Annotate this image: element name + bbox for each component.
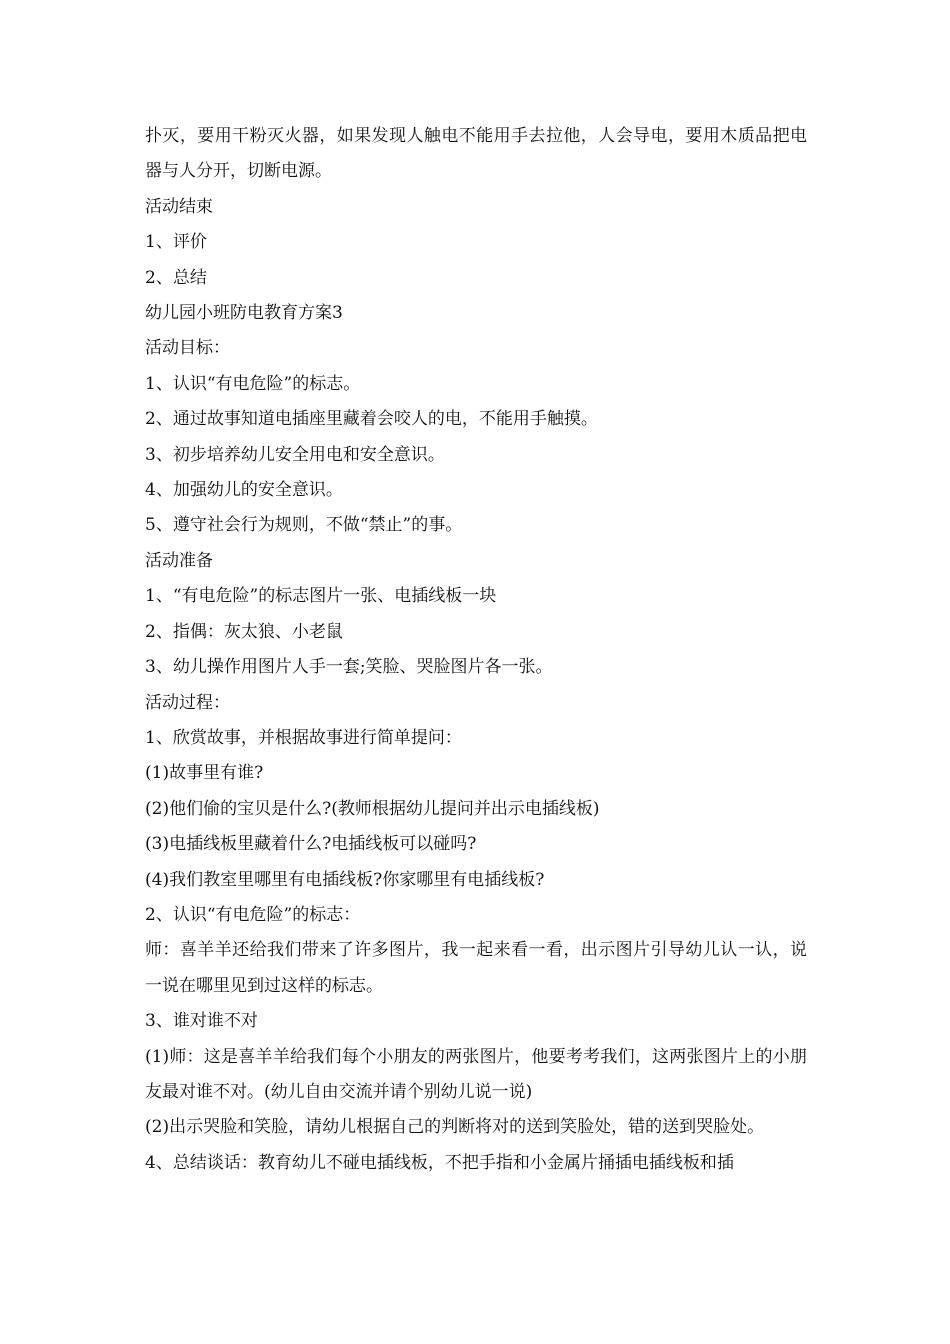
document-body	[145, 119, 807, 1181]
section-heading: 活动准备	[145, 550, 213, 571]
sub-item: (2)出示哭脸和笑脸，请幼儿根据自己的判断将对的送到笑脸处，错的送到哭脸处。	[145, 1117, 765, 1138]
list-item: 1、评价	[145, 232, 207, 253]
list-item: 1、欣赏故事，并根据故事进行简单提问：	[145, 727, 462, 748]
sub-item: (1)故事里有谁?	[145, 763, 264, 784]
list-item: 4、加强幼儿的安全意识。	[145, 480, 343, 501]
sub-item: (2)他们偷的宝贝是什么?(教师根据幼儿提问并出示电插线板)	[145, 798, 600, 819]
list-item: 5、遵守社会行为规则，不做“禁止”的事。	[145, 515, 463, 536]
list-item: 1、认识“有电危险”的标志。	[145, 373, 361, 394]
section-heading: 活动过程：	[145, 692, 230, 713]
list-item: 2、指偶：灰太狼、小老鼠	[145, 621, 343, 642]
list-item: 1、“有电危险”的标志图片一张、电插线板一块	[145, 586, 497, 607]
section-heading: 活动结束	[145, 196, 213, 217]
list-item: 2、认识“有电危险”的标志：	[145, 904, 361, 925]
list-item: 3、谁对谁不对	[145, 1011, 258, 1032]
sub-item: (4)我们教室里哪里有电插线板?你家哪里有电插线板?	[145, 869, 545, 890]
list-item: 4、总结谈话：教育幼儿不碰电插线板，不把手指和小金属片捅插电插线板和插	[145, 1152, 734, 1173]
paragraph: 师：喜羊羊还给我们带来了许多图片，我一起来看一看，出示图片引导幼儿认一认，说一说在哪里见到过这样的标志。	[145, 940, 807, 996]
plan-title: 幼儿园小班防电教育方案3	[145, 303, 343, 324]
list-item: 3、幼儿操作用图片人手一套;笑脸、哭脸图片各一张。	[145, 657, 553, 678]
sub-item: (3)电插线板里藏着什么?电插线板可以碰吗?	[145, 834, 477, 855]
paragraph: 扑灭，要用干粉灭火器，如果发现人触电不能用手去拉他，人会导电，要用木质品把电器与人分开，切断电源。	[145, 126, 807, 182]
section-heading: 活动目标：	[145, 338, 230, 359]
list-item: 2、通过故事知道电插座里藏着会咬人的电，不能用手触摸。	[145, 409, 598, 430]
list-item: 3、初步培养幼儿安全用电和安全意识。	[145, 444, 445, 465]
list-item: 2、总结	[145, 267, 207, 288]
sub-item: (1)师：这是喜羊羊给我们每个小朋友的两张图片，他要考考我们，这两张图片上的小朋友最对谁不对。(幼儿自由交流并请个别幼儿说一说)	[145, 1046, 807, 1102]
